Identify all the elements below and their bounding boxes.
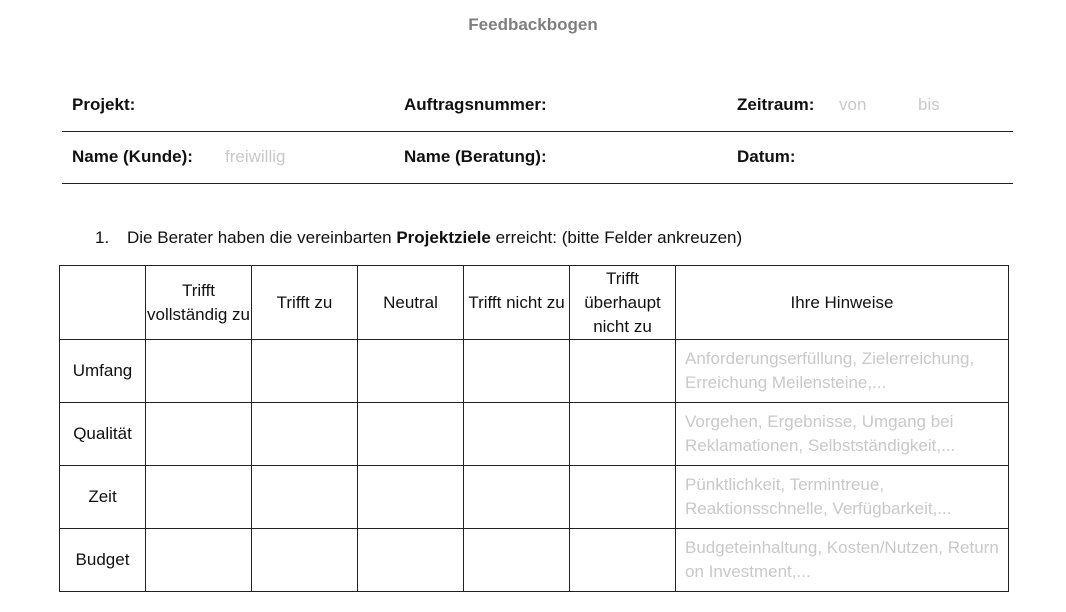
header-empty	[60, 266, 146, 340]
checkbox-cell[interactable]	[358, 466, 464, 529]
form-row-project	[62, 79, 1013, 132]
header-ihre-hinweise: Ihre Hinweise	[676, 266, 1009, 340]
name-kunde-label: Name (Kunde):	[72, 147, 193, 166]
name-beratung-label: Name (Beratung):	[404, 147, 547, 166]
checkbox-cell[interactable]	[252, 340, 358, 403]
hinweise-field-umfang[interactable]: Anforderungserfüllung, Zielerreichung, Erreichung Meilensteine,...	[676, 340, 1009, 403]
hinweise-field-zeit[interactable]: Pünktlichkeit, Termintreue, Reaktionsschnelle, Verfügbarkeit,...	[676, 466, 1009, 529]
row-label-umfang: Umfang	[60, 340, 146, 403]
checkbox-cell[interactable]	[570, 466, 676, 529]
checkbox-cell[interactable]	[358, 340, 464, 403]
checkbox-cell[interactable]	[358, 403, 464, 466]
table-row	[60, 403, 1009, 466]
checkbox-cell[interactable]	[464, 340, 570, 403]
question-text-end: erreicht: (bitte Felder ankreuzen)	[490, 228, 743, 247]
header-trifft-zu: Trifft zu	[252, 266, 358, 340]
name-kunde-field[interactable]: freiwillig	[225, 147, 286, 166]
zeitraum-bis-field[interactable]: bis	[918, 95, 940, 114]
question-number: 1.	[95, 228, 110, 247]
checkbox-cell[interactable]	[146, 340, 252, 403]
checkbox-cell[interactable]	[570, 529, 676, 592]
table-row	[60, 466, 1009, 529]
checkbox-cell[interactable]	[464, 403, 570, 466]
document-title: Feedbackbogen	[468, 15, 598, 34]
auftragsnummer-label: Auftragsnummer:	[404, 95, 547, 114]
form-row-names	[62, 131, 1013, 184]
header-trifft-nicht-zu: Trifft nicht zu	[464, 266, 570, 340]
datum-label: Datum:	[737, 147, 796, 166]
header-trifft-vollstaendig-zu: Trifft vollständig zu	[146, 266, 252, 340]
table-row	[60, 340, 1009, 403]
row-label-zeit: Zeit	[60, 466, 146, 529]
table-header-row	[60, 266, 1009, 340]
checkbox-cell[interactable]	[146, 529, 252, 592]
table-row	[60, 529, 1009, 592]
rating-table	[59, 265, 1009, 592]
checkbox-cell[interactable]	[570, 403, 676, 466]
projekt-label: Projekt:	[72, 95, 136, 114]
checkbox-cell[interactable]	[146, 403, 252, 466]
question-text-start: Die Berater haben die vereinbarten	[127, 228, 397, 247]
checkbox-cell[interactable]	[464, 529, 570, 592]
zeitraum-label: Zeitraum:	[737, 95, 815, 114]
hinweise-field-qualitaet[interactable]: Vorgehen, Ergebnisse, Umgang bei Reklamationen, Selbstständigkeit,...	[676, 403, 1009, 466]
header-neutral: Neutral	[358, 266, 464, 340]
hinweise-field-budget[interactable]: Budgeteinhaltung, Kosten/Nutzen, Return on Investment,...	[676, 529, 1009, 592]
row-label-budget: Budget	[60, 529, 146, 592]
zeitraum-von-field[interactable]: von	[839, 95, 867, 114]
row-label-qualitaet: Qualität	[60, 403, 146, 466]
checkbox-cell[interactable]	[252, 529, 358, 592]
checkbox-cell[interactable]	[252, 466, 358, 529]
checkbox-cell[interactable]	[358, 529, 464, 592]
question-keyword: Projektziele	[396, 228, 491, 247]
header-trifft-ueberhaupt-nicht-zu: Trifft überhaupt nicht zu	[570, 266, 676, 340]
question-1	[95, 228, 742, 248]
checkbox-cell[interactable]	[464, 466, 570, 529]
checkbox-cell[interactable]	[252, 403, 358, 466]
checkbox-cell[interactable]	[146, 466, 252, 529]
checkbox-cell[interactable]	[570, 340, 676, 403]
